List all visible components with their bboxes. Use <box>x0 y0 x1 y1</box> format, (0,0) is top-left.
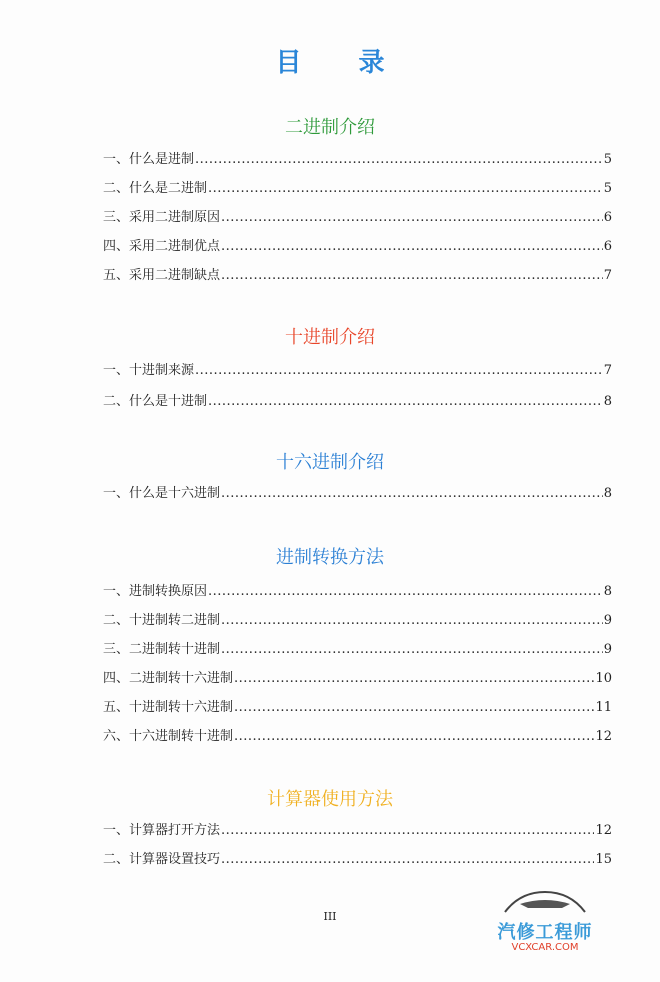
entry-label: 三、二进制转十进制 <box>103 642 221 657</box>
page-number: III <box>323 910 337 923</box>
toc-entry[interactable] <box>103 670 612 688</box>
entry-page: 7 <box>603 363 612 378</box>
entry-page: 8 <box>603 486 612 501</box>
entry-label: 一、进制转换原因 <box>103 584 208 599</box>
entry-page: 9 <box>603 613 612 628</box>
toc-entry[interactable] <box>103 267 612 285</box>
toc-entry[interactable] <box>103 393 612 411</box>
leader-dots <box>221 485 603 503</box>
leader-dots <box>234 699 594 717</box>
leader-dots <box>221 209 603 227</box>
watermark-logo <box>480 890 610 953</box>
leader-dots <box>195 151 603 169</box>
entry-page: 7 <box>603 268 612 283</box>
toc-entry[interactable] <box>103 485 612 503</box>
entry-label: 一、什么是十六进制 <box>103 486 221 501</box>
toc-entry[interactable] <box>103 209 612 227</box>
toc-entry[interactable] <box>103 822 612 840</box>
entry-page: 8 <box>603 584 612 599</box>
car-icon <box>500 890 590 914</box>
entry-label: 二、什么是十进制 <box>103 394 208 409</box>
toc-entry[interactable] <box>103 851 612 869</box>
watermark-name: 汽修工程师 <box>497 922 593 943</box>
page-title: 目 录 <box>275 48 409 78</box>
leader-dots <box>221 851 594 869</box>
entry-page: 10 <box>595 671 612 686</box>
entry-page: 6 <box>603 239 612 254</box>
toc-entry[interactable] <box>103 238 612 256</box>
toc-entry[interactable] <box>103 362 612 380</box>
entry-label: 二、计算器设置技巧 <box>103 852 221 867</box>
toc-entry[interactable] <box>103 612 612 630</box>
leader-dots <box>221 641 603 659</box>
entry-page: 11 <box>595 700 612 715</box>
leader-dots <box>208 180 603 198</box>
entry-label: 二、十进制转二进制 <box>103 613 221 628</box>
watermark-site: VCXCAR.COM <box>511 942 579 953</box>
entry-page: 12 <box>595 823 612 838</box>
toc-entry[interactable] <box>103 699 612 717</box>
section-heading: 十六进制介绍 <box>276 452 384 473</box>
leader-dots <box>234 728 594 746</box>
entry-page: 12 <box>595 729 612 744</box>
entry-label: 六、十六进制转十进制 <box>103 729 234 744</box>
leader-dots <box>195 362 603 380</box>
entry-page: 8 <box>603 394 612 409</box>
toc-entry[interactable] <box>103 180 612 198</box>
entry-page: 5 <box>603 152 612 167</box>
entry-label: 五、十进制转十六进制 <box>103 700 234 715</box>
entry-page: 6 <box>603 210 612 225</box>
toc-entry[interactable] <box>103 641 612 659</box>
entry-label: 三、采用二进制原因 <box>103 210 221 225</box>
section-heading: 二进制介绍 <box>285 117 375 138</box>
leader-dots <box>221 822 594 840</box>
entry-page: 15 <box>595 852 612 867</box>
entry-page: 9 <box>603 642 612 657</box>
leader-dots <box>208 583 603 601</box>
entry-label: 四、二进制转十六进制 <box>103 671 234 686</box>
entry-label: 二、什么是二进制 <box>103 181 208 196</box>
section-heading: 计算器使用方法 <box>267 789 393 810</box>
entry-label: 一、什么是进制 <box>103 152 195 167</box>
leader-dots <box>221 612 603 630</box>
entry-label: 四、采用二进制优点 <box>103 239 221 254</box>
entry-page: 5 <box>603 181 612 196</box>
section-heading: 十进制介绍 <box>285 327 375 348</box>
leader-dots <box>221 238 603 256</box>
entry-label: 一、计算器打开方法 <box>103 823 221 838</box>
toc-entry[interactable] <box>103 151 612 169</box>
toc-entry[interactable] <box>103 728 612 746</box>
section-heading: 进制转换方法 <box>276 547 384 568</box>
toc-entry[interactable] <box>103 583 612 601</box>
leader-dots <box>221 267 603 285</box>
leader-dots <box>208 393 603 411</box>
leader-dots <box>234 670 594 688</box>
entry-label: 五、采用二进制缺点 <box>103 268 221 283</box>
entry-label: 一、十进制来源 <box>103 363 195 378</box>
